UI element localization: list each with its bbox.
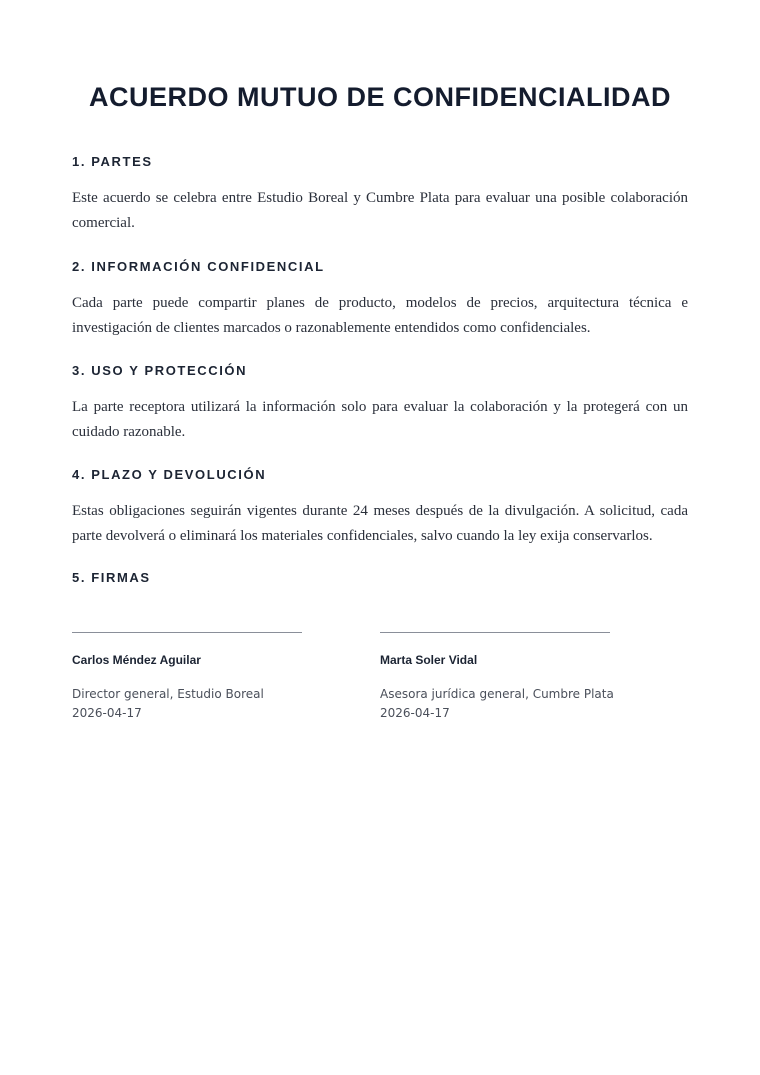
signatory-name: Carlos Méndez Aguilar	[72, 653, 201, 667]
signature-date: 2026-04-17	[72, 706, 142, 720]
signature-line	[380, 632, 610, 633]
section-use-and-protection	[72, 363, 688, 444]
section-heading: 4. PLAZO Y DEVOLUCIÓN	[72, 467, 267, 482]
section-body: Este acuerdo se celebra entre Estudio Boreal y Cumbre Plata para evaluar una posible colaboración comercial.	[72, 190, 688, 231]
signatory-role: Asesora jurídica general, Cumbre Plata	[380, 687, 614, 701]
section-heading: 3. USO Y PROTECCIÓN	[72, 363, 248, 378]
document-title: ACUERDO MUTUO DE CONFIDENCIALIDAD	[89, 82, 671, 112]
signature-date: 2026-04-17	[380, 706, 450, 720]
section-body: La parte receptora utilizará la información solo para evaluar la colaboración y la protegerá con un cuidado razonable.	[72, 399, 688, 440]
signature-blocks	[72, 632, 688, 723]
section-body: Cada parte puede compartir planes de producto, modelos de precios, arquitectura técnica e investigación de clientes marcados o razonablemente entendidos como confidenciales.	[72, 295, 688, 336]
signature-block-left	[72, 632, 380, 723]
signature-line	[72, 632, 302, 633]
signature-block-right	[380, 632, 688, 723]
section-term-and-return	[72, 467, 688, 548]
section-heading: 1. PARTES	[72, 154, 153, 169]
section-parties	[72, 154, 688, 235]
section-signatures	[72, 570, 688, 723]
section-body: Estas obligaciones seguirán vigentes durante 24 meses después de la divulgación. A solicitud, cada parte devolverá o eliminará los materiales confidenciales, salvo cuando la ley exija conservarlos.	[72, 503, 688, 544]
signatory-name: Marta Soler Vidal	[380, 653, 478, 667]
section-confidential-information	[72, 259, 688, 340]
section-heading: 5. FIRMAS	[72, 570, 151, 585]
signatory-role: Director general, Estudio Boreal	[72, 687, 264, 701]
section-heading: 2. INFORMACIÓN CONFIDENCIAL	[72, 259, 325, 274]
